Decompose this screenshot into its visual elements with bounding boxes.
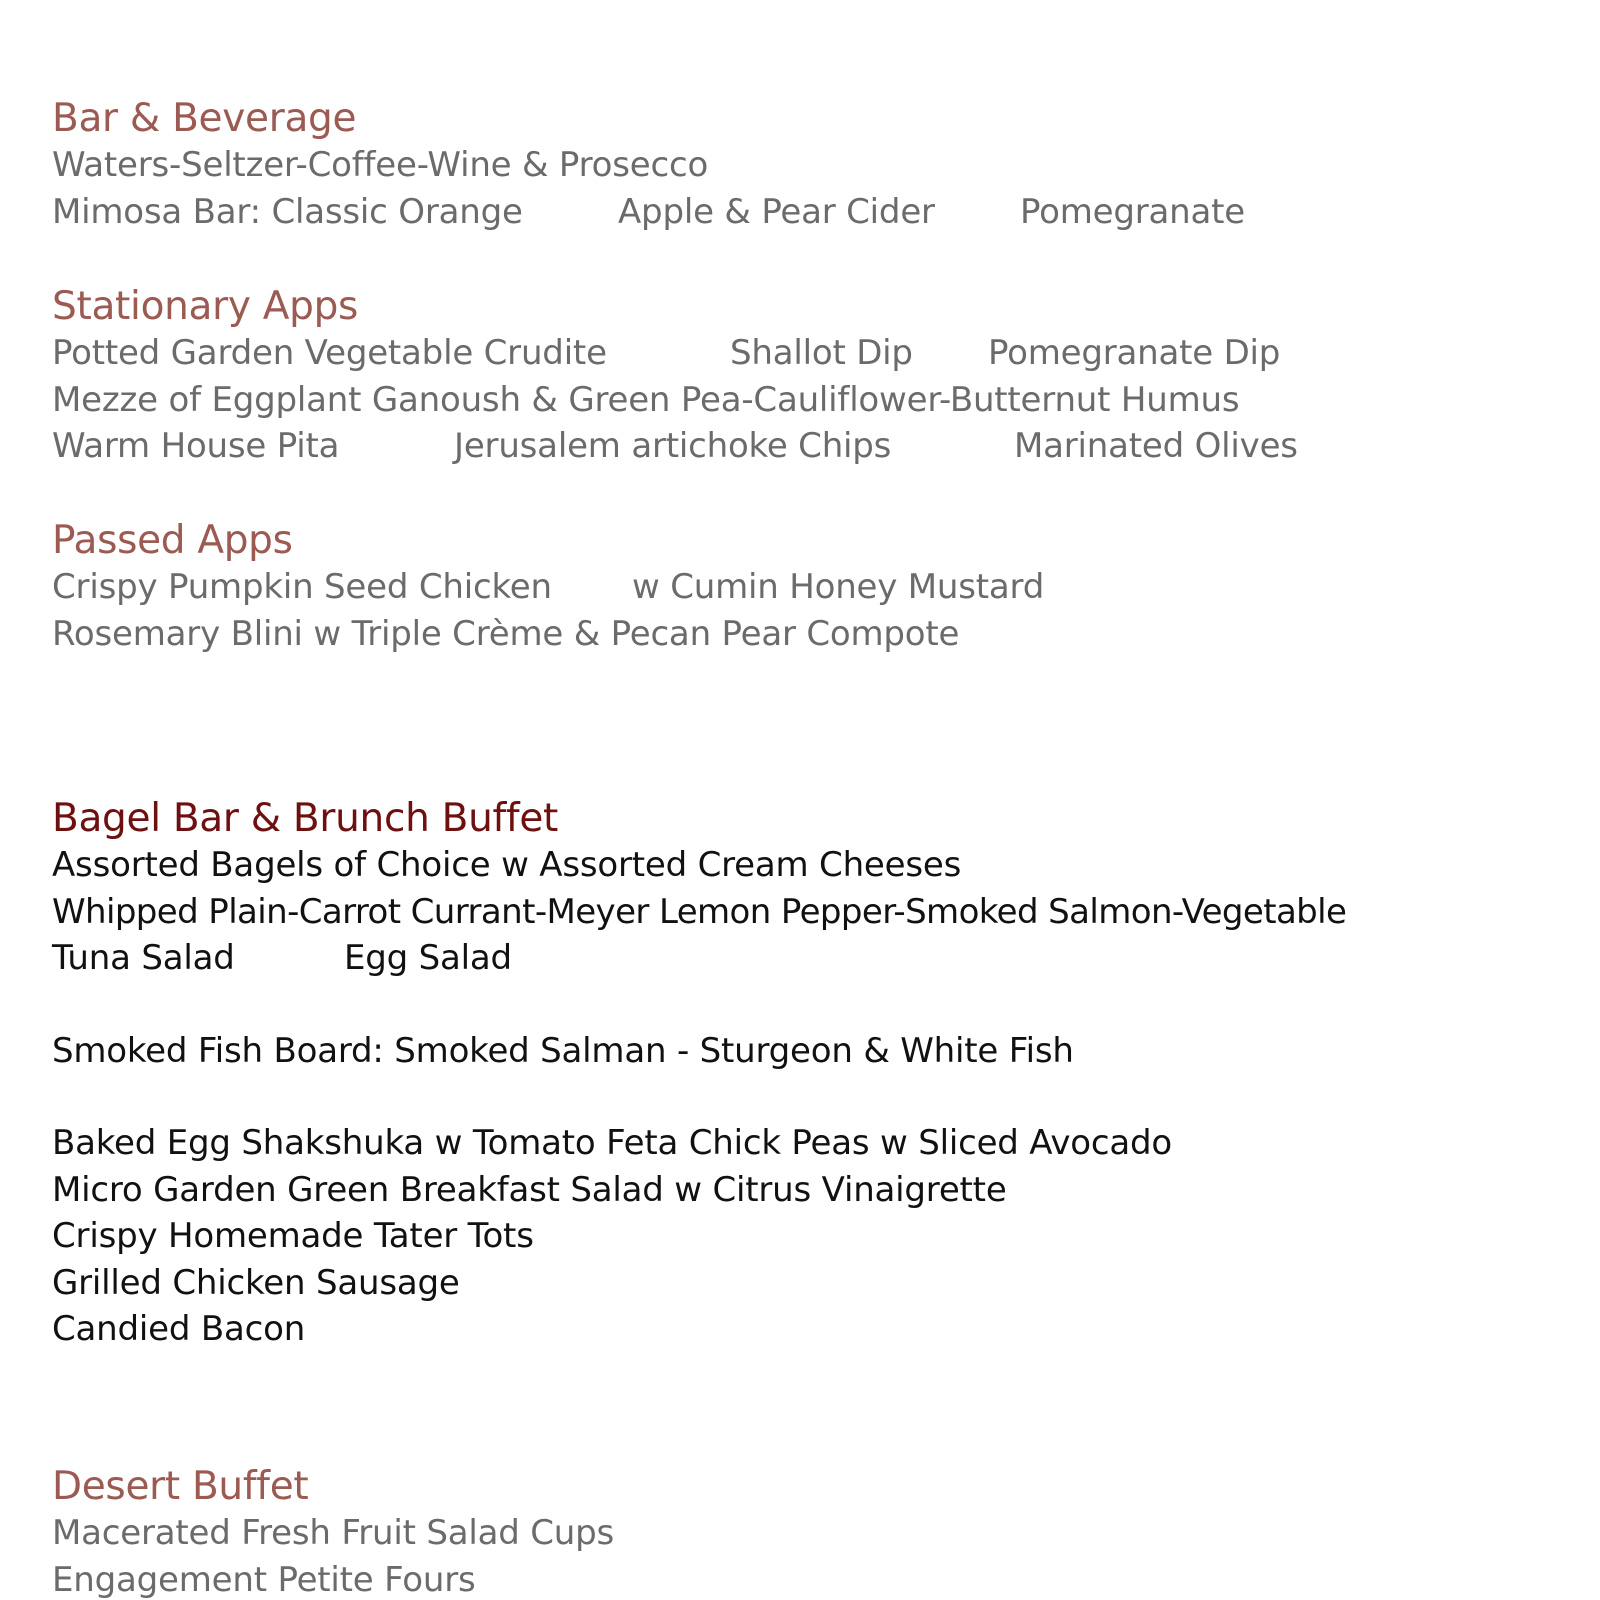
section-heading-bagel-bar: Bagel Bar & Brunch Buffet	[52, 796, 559, 841]
menu-item: Smoked Fish Board: Smoked Salman - Sturgeon & White Fish	[52, 1030, 1074, 1071]
menu-item: Candied Bacon	[52, 1309, 306, 1349]
brunch-item	[52, 1120, 1582, 1167]
stationary-apps-section	[52, 283, 1582, 470]
section-heading-passed-apps: Passed Apps	[52, 518, 293, 563]
menu-item: Macerated Fresh Fruit Salad Cups	[52, 1513, 615, 1553]
beverage-list: Waters-Seltzer-Coffee-Wine & Prosecco	[52, 145, 709, 185]
spacer	[52, 1074, 1582, 1120]
fish-board-row	[52, 1028, 1582, 1075]
section-heading-bar-beverage: Bar & Beverage	[52, 96, 357, 141]
bar-beverage-section	[52, 95, 1582, 235]
spacer	[52, 982, 1582, 1028]
desert-item	[52, 1557, 1582, 1600]
menu-item: Baked Egg Shakshuka w Tomato Feta Chick Peas w Sliced Avocado	[52, 1123, 1172, 1163]
brunch-item	[52, 1167, 1582, 1214]
menu-item: Egg Salad	[344, 938, 512, 978]
mimosa-classic-orange: Mimosa Bar: Classic Orange	[52, 191, 523, 232]
bagel-row-3	[52, 935, 1582, 982]
menu-item: Marinated Olives	[1014, 426, 1298, 466]
menu-item: Grilled Chicken Sausage	[52, 1262, 460, 1303]
desert-buffet-section	[52, 1463, 1582, 1600]
passed-row-2	[52, 611, 1582, 658]
section-heading-stationary-apps: Stationary Apps	[52, 284, 359, 329]
bagel-bar-section	[52, 795, 1582, 1353]
menu-item: Tuna Salad	[52, 938, 235, 978]
stationary-row-2	[52, 377, 1582, 424]
menu-item: Potted Garden Vegetable Crudite	[52, 333, 607, 373]
menu-item: Micro Garden Green Breakfast Salad w Citrus Vinaigrette	[52, 1169, 1007, 1210]
menu-item: Warm House Pita	[52, 426, 340, 466]
menu-item: Jerusalem artichoke Chips	[454, 426, 892, 466]
brunch-item	[52, 1306, 1582, 1353]
mimosa-bar-line	[52, 189, 1582, 236]
mimosa-apple-pear-cider: Apple & Pear Cider	[618, 191, 935, 232]
stationary-row-1	[52, 330, 1582, 377]
passed-apps-section	[52, 517, 1582, 657]
bagel-row-1	[52, 842, 1582, 889]
beverage-line	[52, 142, 1582, 189]
menu-item: w Cumin Honey Mustard	[632, 567, 1045, 607]
mimosa-pomegranate: Pomegranate	[1020, 191, 1245, 232]
stationary-row-3	[52, 423, 1582, 470]
bagel-row-2	[52, 889, 1582, 936]
section-heading-desert-buffet: Desert Buffet	[52, 1464, 309, 1509]
menu-item: Crispy Pumpkin Seed Chicken	[52, 567, 552, 607]
menu-item: Rosemary Blini w Triple Crème & Pecan Pear Compote	[52, 613, 960, 654]
menu-item: Whipped Plain-Carrot Currant-Meyer Lemon Pepper-Smoked Salmon-Vegetable	[52, 891, 1347, 932]
menu-item: Assorted Bagels of Choice w Assorted Cream Cheeses	[52, 845, 962, 885]
passed-row-1	[52, 564, 1582, 611]
menu-item: Crispy Homemade Tater Tots	[52, 1216, 534, 1256]
menu-item: Mezze of Eggplant Ganoush & Green Pea-Cauliflower-Butternut Humus	[52, 379, 1240, 420]
brunch-item	[52, 1260, 1582, 1307]
menu-item: Engagement Petite Fours	[52, 1559, 476, 1600]
menu-item: Pomegranate Dip	[988, 333, 1281, 373]
brunch-item	[52, 1213, 1582, 1260]
menu-item: Shallot Dip	[730, 333, 913, 373]
desert-item	[52, 1510, 1582, 1557]
